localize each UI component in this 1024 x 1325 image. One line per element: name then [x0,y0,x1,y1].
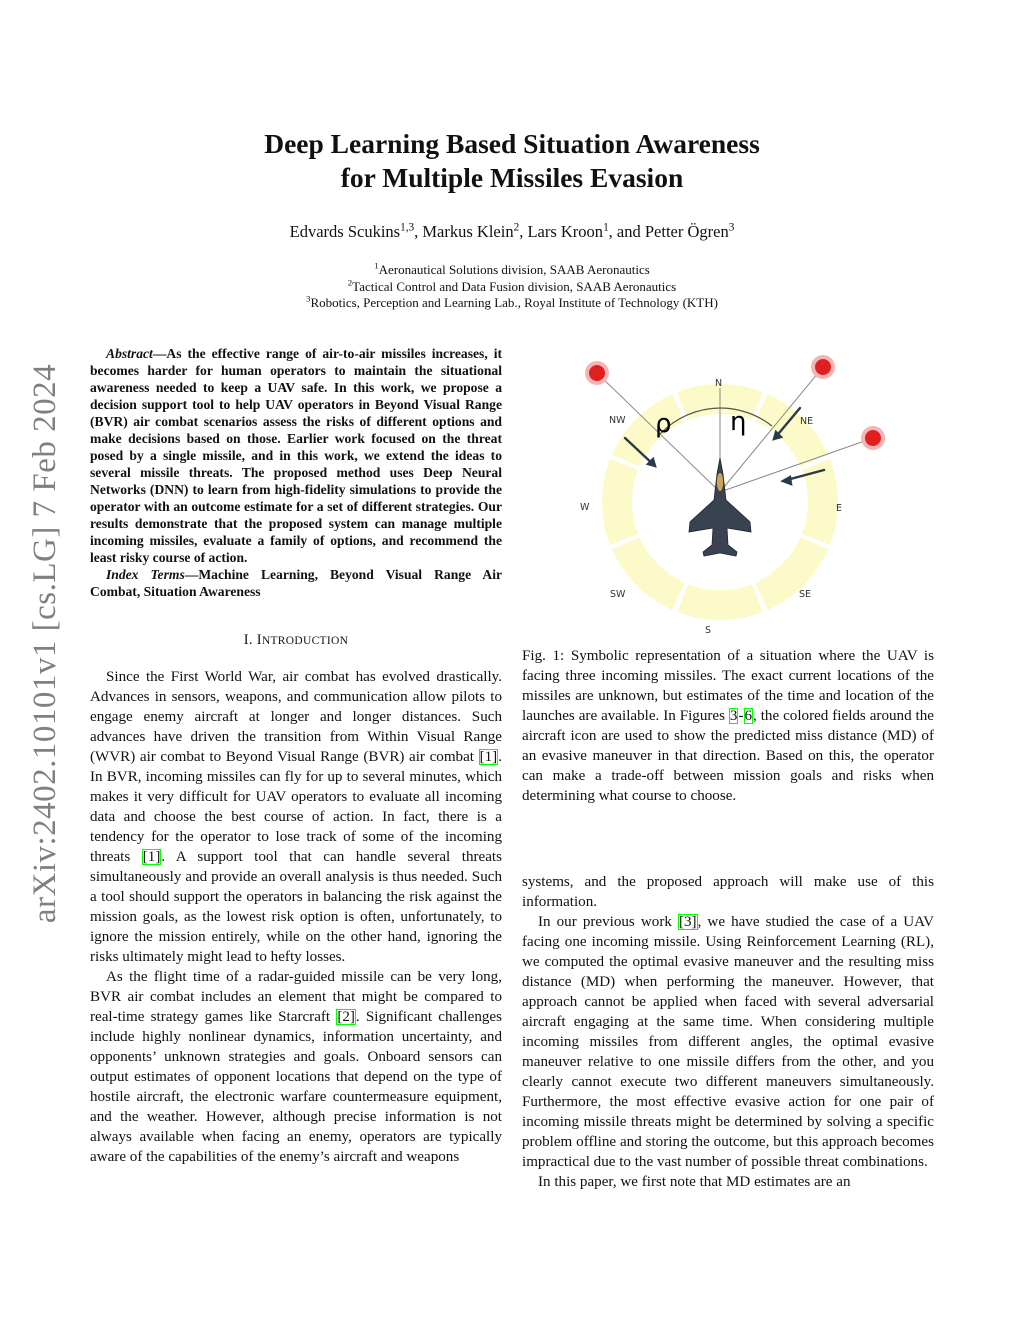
affiliation-3-text: Robotics, Perception and Learning Lab., Royal Institute of Technology (KTH) [310,295,718,310]
author-4-affil: 3 [728,221,735,234]
figure-reference-link[interactable]: 3 [729,708,738,724]
text-run: . Significant challenges include highly nonlinear dynamics, information uncertainty, and opponents’ unknown strategies and goals. Onboard sensors can output estimates of opponent locations that depend on the type of hostile aircraft, the electronic warfare countermeasure equipment, and the weather. However, although precise information is not always available when facing an enemy, operators are typically aware of the capabilities of the enemy’s aircraft and weapons [90,1009,502,1165]
author-4: Petter Ögren [644,222,729,241]
author-list [0,222,1024,242]
threat-nw [585,361,609,385]
author-2: Markus Klein [422,222,514,241]
this-paper-paragraph [522,1172,934,1192]
compass-e: E [836,503,843,514]
text-run: , we have studied the case of a UAV facing one incoming missile. Using Reinforcement Learning (RL), we computed the optimal evasive maneuver and the resulting miss distance (MD) when performing the maneuver. However, that approach cannot be applied when faced with several adversarial aircraft engaging at the same time. When considering multiple incoming missiles from different angles, the optimal evasive maneuver relative to one missile differs from the other, and you clearly cannot execute two different maneuvers simultaneously. Furthermore, the most effective evasive action for one pair of incoming missile threats might be determined by solving a specific problem offline and storing the outcome, but this approach becomes impractical due to the vast number of possible threat combinations. [522,914,935,1170]
abstract-paragraph [90,345,502,566]
author-2-affil: 2 [513,221,520,234]
citation-link[interactable]: [1] [479,749,498,765]
affiliation-1-marker: 1 [374,260,379,271]
text-run: Since the First World War, air combat has evolved drastically. Advances in sensors, weapons, and communication allow pilots to engage enemy aircraft at longer and longer distances. Such advances have driven the transition from Within Visual Range (WVR) air combat to Beyond Visual Range (BVR) air combat [90,669,502,765]
affiliation-3 [0,295,1024,312]
intro-paragraph-2 [90,967,502,1167]
ring-sector-w [602,459,638,545]
text-run: As the flight time of a radar-guided missile can be very long, BVR air combat includes an element that might be compared to real-time strategy games like Starcraft [90,969,502,1025]
compass-n: N [715,378,723,389]
section-number: I. [243,632,257,648]
affiliations [0,262,1024,312]
index-terms [90,566,502,600]
compass-ne: NE [800,416,814,427]
abstract-label: Abstract [106,346,153,361]
compass-w: W [580,502,590,513]
section-title-rest: NTRODUCTION [261,635,349,647]
compass-nw: NW [609,415,626,426]
author-separator: , [414,222,423,241]
arxiv-identifier [28,363,64,923]
caption-dash: - [738,708,744,724]
affiliation-2-text: Tactical Control and Data Fusion division, SAAB Aeronautics [352,278,677,294]
caption-text: Fig. 1: Symbolic representation of a situation where the UAV is facing three incoming missiles. The exact current locations of the missiles are unknown, but estimates of the time and location of the launches are available. In Figures [522,648,934,724]
compass-s: S [705,625,712,636]
compass-se: SE [799,589,812,600]
affiliation-1 [0,262,1024,279]
citation-link[interactable]: [3] [678,914,697,930]
continued-paragraph [522,872,934,912]
arxiv-id-text: arXiv:2402.10101v1 [cs.LG] 7 Feb 2024 [27,363,64,923]
figure-reference-link[interactable]: 6 [744,708,753,724]
author-3: Lars Kroon [527,222,604,241]
section-title-initial: I [256,632,262,648]
author-separator: , and [608,222,645,241]
abstract-text: —As the effective range of air-to-air missiles increases, it becomes harder for human operators to maintain the situational awareness needed to keep a UAV safe. In this work, we propose a decision support tool to help UAV operators in Beyond Visual Range (BVR) air combat scenarios assess the risks of different options and make decisions based on those. Earlier work focused on the threat posed by a single missile, and in this work, we extend the ideas to several missile threats. The proposed method uses Deep Neural Networks (DNN) to learn from high-fidelity simulations to provide the operator with an outcome estimate for a set of different strategies. Our results demonstrate that the proposed system can manage multiple incoming missiles, evaluate a family of options, and recommend the least risky course of action. [90,346,502,565]
section-heading-introduction [90,630,502,651]
text-run: . In BVR, incoming missiles can fly for up to several minutes, which makes it very difficult for UAV operators to evaluate all incoming data and choose the best course of action. In fact, there is a tendency for the operator to lose track of some of the incoming threats [90,749,502,865]
eta-label: η [730,407,747,437]
aircraft-icon [689,458,751,556]
abstract [90,345,502,600]
ring-sector-nw [612,394,685,467]
title-line-2: for Multiple Missiles Evasion [340,162,684,193]
threat-ne [811,355,835,379]
caption-text: , the colored fields around the aircraft icon are used to show the predicted miss distance (MD) of an evasive maneuver in that direction. Based on this, the operator can make a trade-off between mission goals and risks when determining what course to choose. [522,708,934,804]
text-run: In this paper, we first note that MD estimates are an [538,1174,851,1190]
compass-sw: SW [610,589,626,600]
figure-1 [570,350,890,640]
situation-diagram [570,350,890,640]
figure-1-caption [522,646,934,806]
previous-work-paragraph [522,912,934,1172]
affiliation-3-marker: 3 [306,293,311,304]
rho-label: ρ [655,409,672,439]
citation-link[interactable]: [2] [337,1009,355,1025]
threat-e [861,426,885,450]
affiliation-2 [0,279,1024,296]
author-3-affil: 1 [603,221,609,234]
index-terms-label: Index Terms [106,567,185,582]
intro-paragraph-1 [90,667,502,967]
affiliation-1-text: Aeronautical Solutions division, SAAB Aeronautics [378,262,650,277]
paper-title [0,127,1024,195]
text-run: . A support tool that can handle several threats simultaneously and provide an overall analysis is thus needed. Such a tool should support the operators in balancing the risk against the mission goals, as the lowest risk option is often, unfortunately, to ignore the mission entirely, while on the other hand, ignoring the risks ultimately might lead to hefty losses. [90,849,502,965]
author-separator: , [519,222,528,241]
right-column [522,872,934,1192]
author-1-affil: 1,3 [400,221,415,234]
ring-sector-s [677,584,763,620]
index-terms-text: —Machine Learning, Beyond Visual Range Air Combat, Situation Awareness [90,567,503,599]
title-line-1: Deep Learning Based Situation Awareness [264,128,760,159]
left-column [90,345,502,1167]
text-run: In our previous work [538,914,678,930]
citation-link[interactable]: [1] [142,849,161,865]
author-1: Edvards Scukins [289,222,401,241]
text-run: systems, and the proposed approach will make use of this information. [522,874,934,910]
ring-sector-se [755,537,828,610]
affiliation-2-marker: 2 [347,277,353,288]
